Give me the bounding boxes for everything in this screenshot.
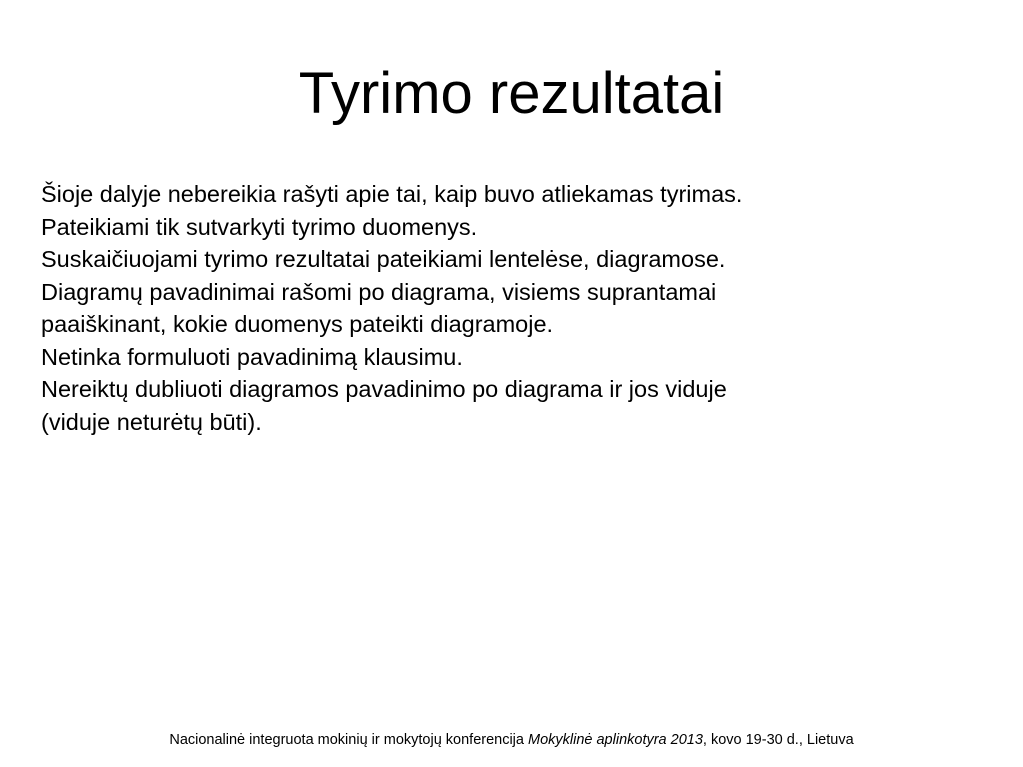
body-line: Netinka formuluoti pavadinimą klausimu. [41,343,463,370]
body-line: (viduje neturėtų būti). [41,408,262,435]
footer-conference-name: Mokyklinė aplinkotyra 2013 [528,732,703,748]
body-line: Šioje dalyje nebereikia rašyti apie tai, kaip buvo atliekamas tyrimas. [41,181,743,207]
footer-suffix: , kovo 19-30 d., Lietuva [702,732,854,748]
body-line: Diagramų pavadinimai rašomi po diagrama, visiems suprantamai [41,278,717,305]
body-line: paaiškinant, kokie duomenys pateikti diagramoje. [41,311,554,337]
slide-footer [0,730,1023,750]
body-line: Pateikiami tik sutvarkyti tyrimo duomenys. [41,213,478,240]
slide-title: Tyrimo rezultatai [298,61,725,126]
slide-body [41,178,991,438]
body-line: Nereiktų dubliuoti diagramos pavadinimo po diagrama ir jos viduje [41,376,727,402]
footer-prefix: Nacionalinė integruota mokinių ir mokytojų konferencija [169,732,528,748]
body-line: Suskaičiuojami tyrimo rezultatai pateikiami lentelėse, diagramose. [41,246,726,272]
